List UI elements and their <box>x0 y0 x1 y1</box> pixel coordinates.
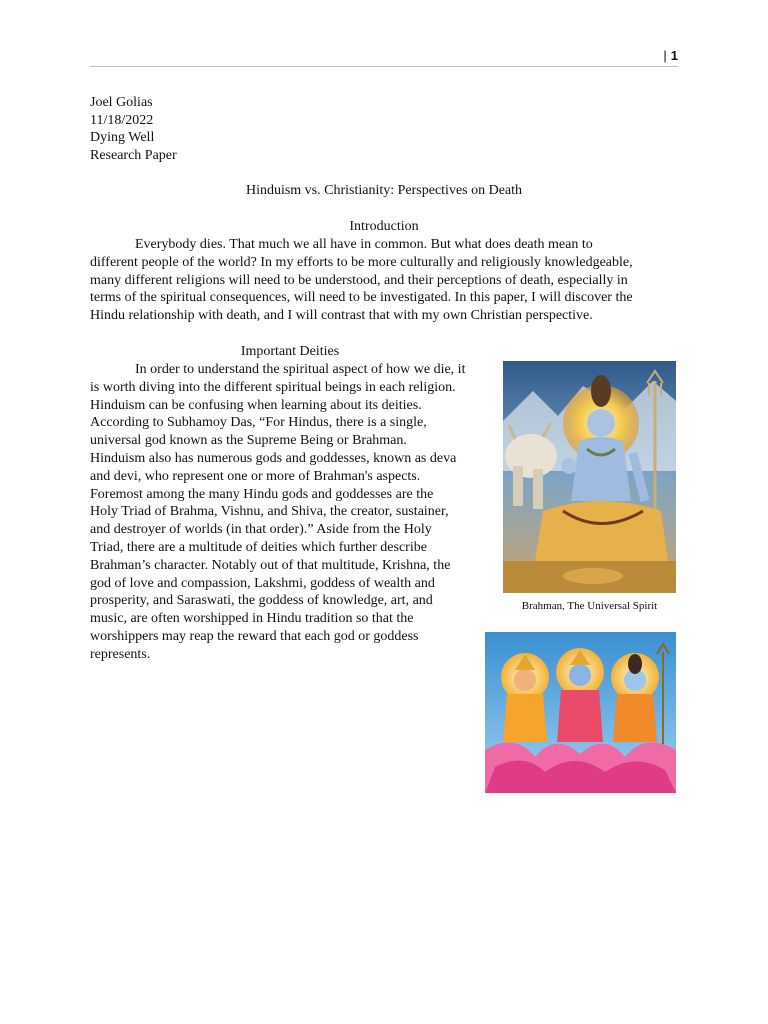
shiva-image <box>503 361 676 593</box>
paragraph-line: Brahman’s character. Notably out of that multitude, Krishna, the <box>90 557 451 573</box>
trimurti-image <box>485 632 676 793</box>
paragraph-line: music, are often worshipped in Hindu tradition so that the <box>90 611 414 627</box>
paragraph-line: god of love and compassion, Lakshmi, goddess of wealth and <box>90 575 435 591</box>
paragraph-line: According to Subhamoy Das, “For Hindus, there is a single, <box>90 415 427 431</box>
paragraph-line: Foremost among the many Hindu gods and goddesses are the <box>90 486 434 502</box>
paragraph-line: universal god known as the Supreme Being or Brahman. <box>90 433 407 449</box>
paper-title: Hinduism vs. Christianity: Perspectives on Death <box>245 183 523 198</box>
paragraph-line: Triad, there are a multitude of deities which further describe <box>90 539 427 555</box>
introduction-heading: Introduction <box>349 219 419 234</box>
trimurti-illustration <box>485 632 676 793</box>
author-name: Joel Golias <box>90 95 153 110</box>
figure-caption: Brahman, The Universal Spirit <box>521 600 658 612</box>
paragraph-line: Holy Triad of Brahma, Vishnu, and Shiva, the creator, sustainer, <box>90 504 449 520</box>
paragraph-line: and destroyer of worlds (in that order).” Aside from the Holy <box>90 522 432 538</box>
course-name: Dying Well <box>90 130 155 146</box>
page-number: | 1 <box>663 48 678 63</box>
paragraph-line: In order to understand the spiritual aspect of how we die, it <box>135 362 466 377</box>
shiva-illustration <box>503 361 676 593</box>
paragraph-line: Everybody dies. That much we all have in common. But what does death mean to <box>135 237 593 252</box>
paragraph-line: worshippers may reap the reward that each god or goddess <box>90 628 419 644</box>
paragraph-line: is worth diving into the different spiritual beings in each religion. <box>90 379 456 395</box>
introduction-paragraph <box>90 236 633 325</box>
paragraph-line: terms of the spiritual consequences, will need to be investigated. In this paper, I will discover the <box>90 290 633 306</box>
page-number-value: 1 <box>670 48 678 63</box>
deities-heading: Important Deities <box>240 344 340 359</box>
paragraph-line: and devi, who represent one or more of Brahman's aspects. <box>90 468 421 484</box>
paragraph-line: Hinduism can be confusing when learning about its deities. <box>90 397 422 413</box>
document-meta <box>90 94 177 164</box>
paragraph-line: represents. <box>90 646 151 662</box>
paragraph-line: different people of the world? In my efforts to be more culturally and religiously knowledgeable, <box>90 254 633 270</box>
document-type: Research Paper <box>90 147 177 163</box>
paragraph-line: prosperity, and Saraswati, the goddess of knowledge, art, and <box>90 593 433 609</box>
paragraph-line: Hinduism also has numerous gods and goddesses, known as deva <box>90 450 457 466</box>
deities-paragraph <box>90 361 465 664</box>
page-header <box>90 48 678 67</box>
paragraph-line: many different religions will need to be understood, and their perceptions of death, especially in <box>90 272 628 288</box>
paragraph-line: Hindu relationship with death, and I will contrast that with my own Christian perspective. <box>90 308 593 324</box>
document-date: 11/18/2022 <box>90 112 154 128</box>
